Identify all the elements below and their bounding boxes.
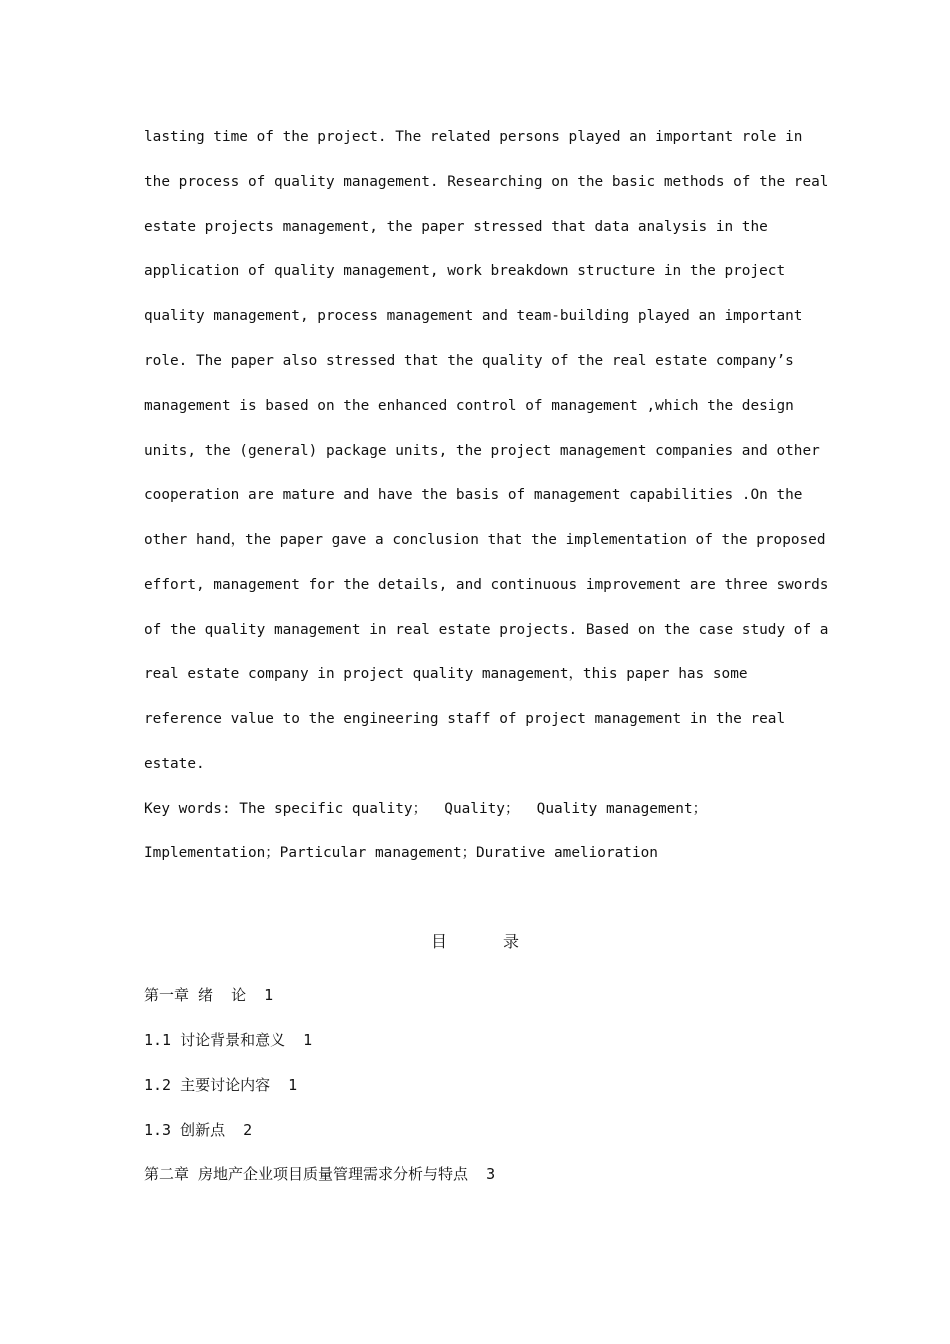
- toc-heading-char-2: 录: [503, 932, 520, 951]
- abstract-line-8: units, the (general) package units, the project management companies and other: [144, 443, 820, 459]
- toc-entry[interactable]: 1.3 创新点 2: [144, 1121, 253, 1139]
- abstract-line-6: role. The paper also stressed that the quality of the real estate company’s: [144, 353, 794, 369]
- abstract-line-7: management is based on the enhanced control of management ,which the design: [144, 398, 794, 414]
- abstract-line-4: application of quality management, work breakdown structure in the project: [144, 263, 786, 279]
- abstract-line-5: quality management, process management and team-building played an important: [144, 308, 803, 324]
- keywords-line-1: Key words: The specific quality； Quality； Quality management；: [144, 801, 708, 817]
- abstract-line-9: cooperation are mature and have the basis of management capabilities .On the: [144, 487, 803, 503]
- abstract-line-15: estate.: [144, 756, 205, 772]
- toc-entry[interactable]: 1.2 主要讨论内容 1: [144, 1076, 298, 1094]
- toc-entry[interactable]: 第一章 绪 论 1: [144, 986, 274, 1004]
- abstract-line-2: the process of quality management. Researching on the basic methods of the real: [144, 174, 829, 190]
- abstract-line-3: estate projects management, the paper stressed that data analysis in the: [144, 219, 768, 235]
- toc-heading: [0, 932, 950, 952]
- toc-heading-char-1: 目: [430, 932, 447, 951]
- toc-entry[interactable]: 第二章 房地产企业项目质量管理需求分析与特点 3: [144, 1165, 496, 1183]
- abstract-line-12: of the quality management in real estate projects. Based on the case study of a: [144, 622, 829, 638]
- keywords-line-2: Implementation；Particular management；Durative amelioration: [144, 845, 658, 861]
- abstract-line-14: reference value to the engineering staff of project management in the real: [144, 711, 786, 727]
- abstract-line-10: other hand，the paper gave a conclusion that the implementation of the proposed: [144, 532, 826, 548]
- toc-entry[interactable]: 1.1 讨论背景和意义 1: [144, 1031, 313, 1049]
- abstract-line-13: real estate company in project quality management，this paper has some: [144, 666, 748, 682]
- abstract-line-1: lasting time of the project. The related persons played an important role in: [144, 129, 803, 145]
- abstract-line-11: effort, management for the details, and continuous improvement are three swords: [144, 577, 829, 593]
